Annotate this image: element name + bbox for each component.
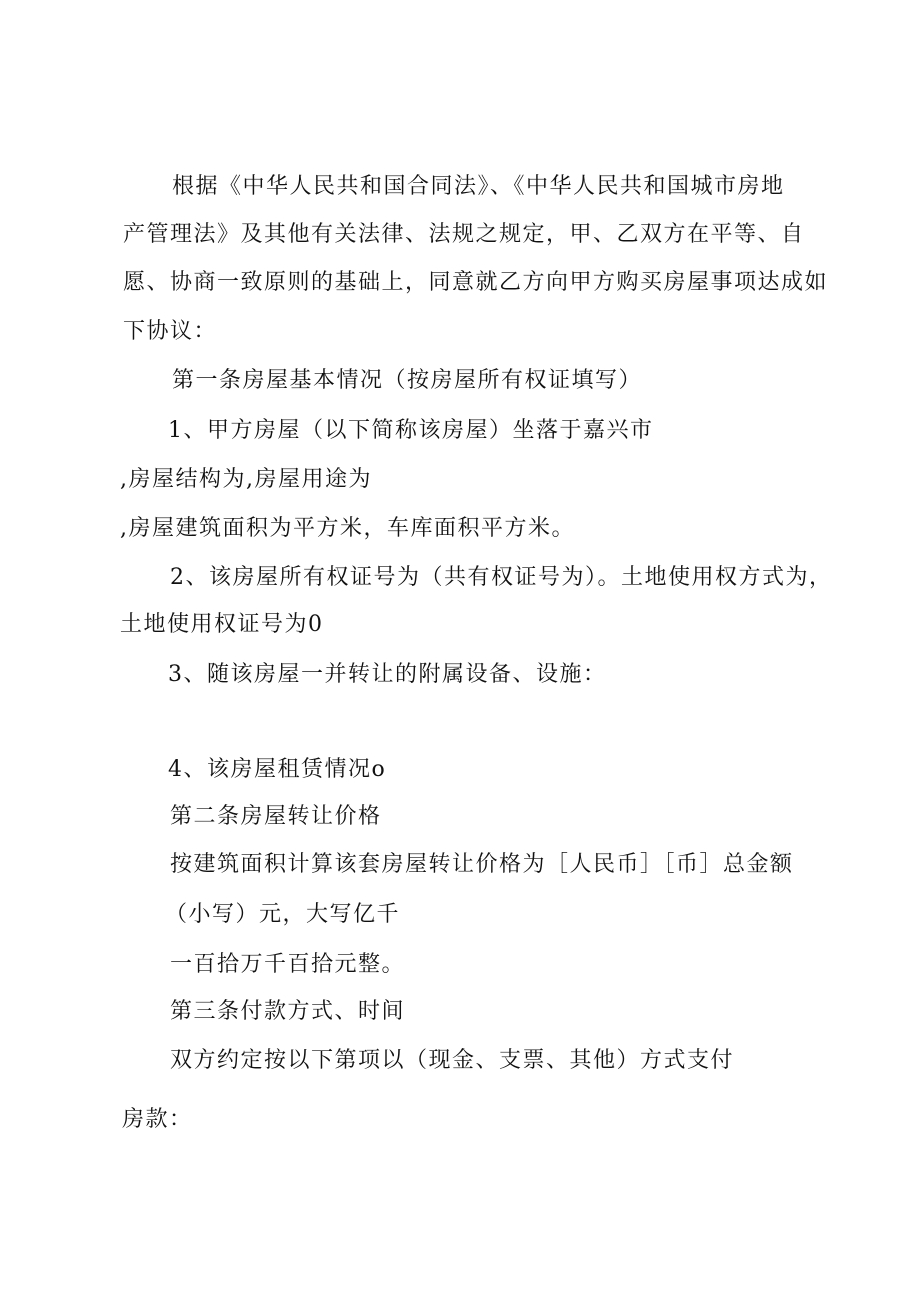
paragraph-line: 土地使用权证号为0 xyxy=(120,612,324,637)
paragraph-line: （小写）元，大写亿千 xyxy=(165,902,401,927)
article-heading: 第一条房屋基本情况（按房屋所有权证填写） xyxy=(172,368,643,393)
paragraph-line: ,房屋结构为,房屋用途为 xyxy=(120,467,372,492)
paragraph-line: 一百拾万千百拾元整。 xyxy=(170,952,406,977)
paragraph-line: 房款： xyxy=(122,1107,193,1132)
paragraph-line: 1、甲方房屋（以下简称该房屋）坐落于嘉兴市 xyxy=(168,418,654,443)
paragraph-line: ,房屋建筑面积为平方米，车库面积平方米。 xyxy=(120,516,575,541)
paragraph-line: 4、该房屋租赁情况o xyxy=(168,757,387,782)
article-heading: 第二条房屋转让价格 xyxy=(170,804,382,829)
paragraph-line: 下协议： xyxy=(123,319,218,344)
paragraph-line: 3、随该房屋一并转让的附属设备、设施： xyxy=(168,662,607,687)
paragraph-line: 产管理法》及其他有关法律、法规之规定，甲、乙双方在平等、自 xyxy=(123,222,805,247)
paragraph-line: 按建筑面积计算该套房屋转让价格为［人民币］［币］总金额 xyxy=(170,852,794,877)
paragraph-line: 双方约定按以下第项以（现金、支票、其他）方式支付 xyxy=(170,1048,735,1073)
paragraph-line: 根据《中华人民共和国合同法》、《中华人民共和国城市房地 xyxy=(172,174,785,199)
paragraph-line: 愿、协商一致原则的基础上，同意就乙方向甲方购买房屋事项达成如 xyxy=(123,270,829,295)
article-heading: 第三条付款方式、时间 xyxy=(170,999,406,1024)
paragraph-line: 2、该房屋所有权证号为（共有权证号为）。土地使用权方式为， xyxy=(170,565,833,590)
